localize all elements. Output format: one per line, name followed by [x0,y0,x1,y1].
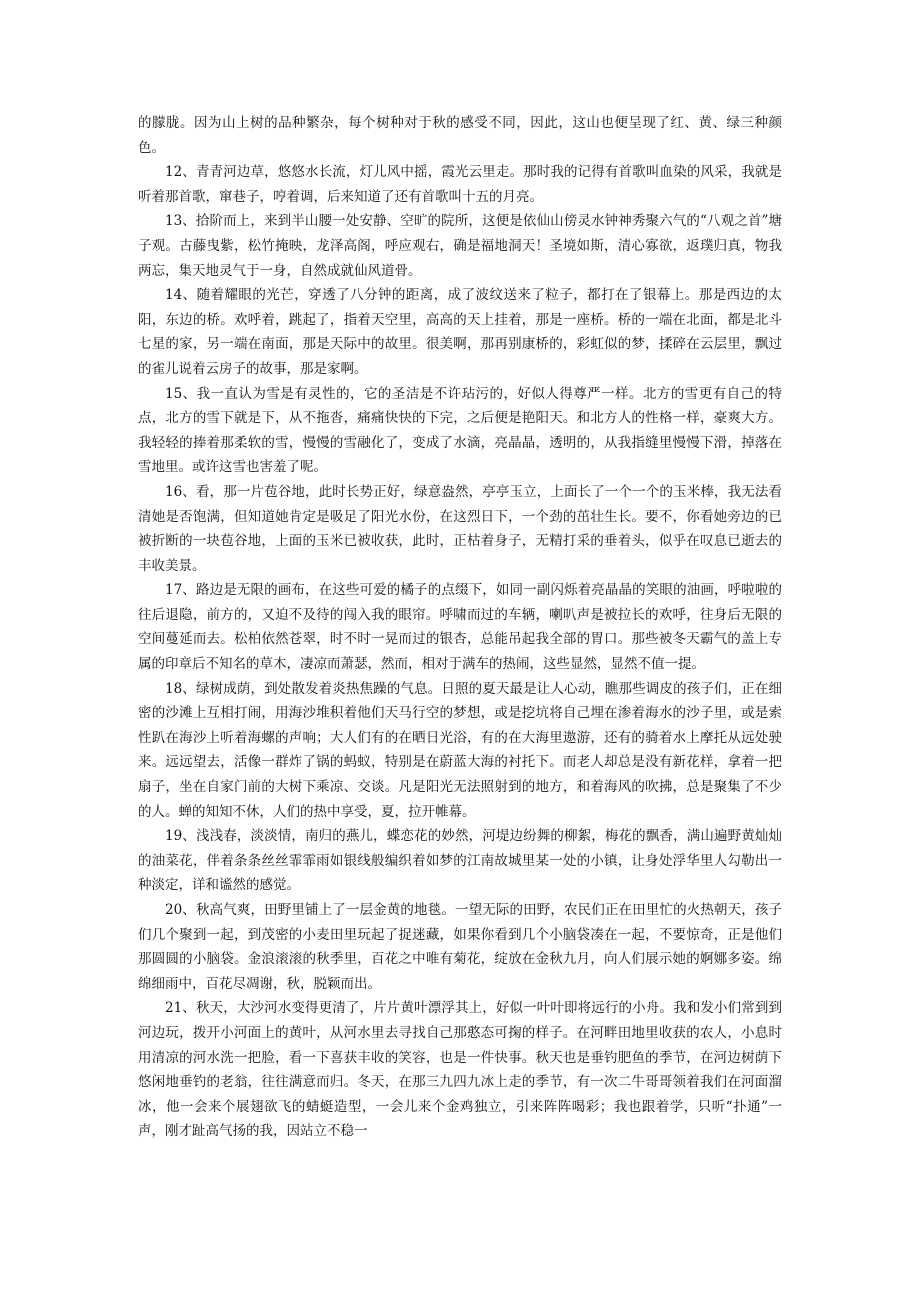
paragraph-13: 13、拾阶而上，来到半山腰一处安静、空旷的院所，这便是依仙山傍灵水钟神秀聚六气的“八观之首”塘子观。古藤曳紫，松竹掩映，龙泽高阁，呼应观右，确是福地洞天！圣境如斯，清心寡欲，返璞归真，物我两忘，集天地灵气于一身，自然成就仙风道骨。 [138,213,782,279]
paragraph-20: 20、秋高气爽，田野里铺上了一层金黄的地毯。一望无际的田野，农民们正在田里忙的火热朝天，孩子们几个聚到一起，到茂密的小麦田里玩起了捉迷藏，如果你看到几个小脑袋凑在一起，不要惊奇，正是他们那圆圆的小脑袋。金浪滚滚的秋季里，百花之中唯有菊花，绽放在金秋九月，向人们展示她的婀娜多姿。绵绵细雨中，百花尽凋谢，秋，脱颖而出。 [138,902,782,992]
paragraph-18: 18、绿树成荫，到处散发着炎热焦躁的气息。日照的夏天最是让人心动，瞧那些调皮的孩子们，正在细密的沙滩上互相打闹，用海沙堆积着他们天马行空的梦想，或是挖坑将自己埋在渗着海水的沙子里，或是索性趴在海沙上听着海螺的声响；大人们有的在晒日光浴，有的在大海里遨游，还有的骑着水上摩托从远处驶来。远远望去，活像一群炸了锅的蚂蚁，特别是在蔚蓝大海的衬托下。而老人却总是没有新花样，拿着一把扇子，坐在自家门前的大树下乘凉、交谈。凡是阳光无法照射到的地方，和着海风的吹拂，总是聚集了不少的人。蝉的知知不休，人们的热中享受，夏，拉开帷幕。 [138,680,782,820]
paragraph-15: 15、我一直认为雪是有灵性的，它的圣洁是不许玷污的，好似人得尊严一样。北方的雪更有自己的特点，北方的雪下就是下，从不拖沓，痛痛快快的下完，之后便是艳阳天。和北方人的性格一样，豪爽大方。我轻轻的捧着那柔软的雪，慢慢的雪融化了，变成了水滴，亮晶晶，透明的，从我指缝里慢慢下滑，掉落在雪地里。或许这雪也害羞了呢。 [138,385,782,476]
paragraph-16: 16、看，那一片苞谷地，此时长势正好，绿意盎然，亭亭玉立，上面长了一个一个的玉米棒，我无法看清她是否饱满，但知道她肯定是吸足了阳光水份，在这烈日下，一个劲的茁壮生长。要不，你看她旁边的已被折断的一块苞谷地，上面的玉米已被收获，此时，正枯着身子，无精打采的垂着头，似乎在叹息已逝去的丰收美景。 [138,483,782,574]
paragraph-14: 14、随着耀眼的光芒，穿透了八分钟的距离，成了波纹送来了粒子，都打在了银幕上。那是西边的太阳，东边的桥。欢呼着，跳起了，指着天空里，高高的天上挂着，那是一座桥。桥的一端在北面，都是北斗七星的家，另一端在南面，那是天际中的故里。很美啊，那再别康桥的，彩虹似的梦，揉碎在云层里，飘过的雀儿说着云房子的故事，那是家啊。 [138,287,782,377]
paragraph-19: 19、浅浅春，淡淡情，南归的燕儿，蝶恋花的妙然，河堤边纷舞的柳絮，梅花的飘香，满山遍野黄灿灿的油菜花，伴着条条丝丝霏霏雨如银线般编织着如梦的江南故城里某一处的小镇，让身处浮华里人勾勒出一种淡定，详和谧然的感觉。 [138,828,782,894]
paragraph-12: 12、青青河边草，悠悠水长流，灯儿风中摇，霞光云里走。那时我的记得有首歌叫血染的风采，我就是听着那首歌，窜巷子，哼着调，后来知道了还有首歌叫十五的月亮。 [138,164,782,205]
paragraph-17: 17、路边是无限的画布，在这些可爱的橘子的点缀下，如同一副闪烁着亮晶晶的笑眼的油画，呼啦啦的往后退隐，前方的，又迫不及待的闯入我的眼帘。呼啸而过的车辆，喇叭声是被拉长的欢呼，往身后无限的空间蔓延而去。松柏依然苍翠，时不时一晃而过的银杏，总能吊起我全部的胃口。那些被冬天霸气的盖上专属的印章后不知名的草木，凄凉而萧瑟，然而，相对于满车的热闹，这些显然，显然不值一提。 [138,582,782,673]
paragraph-21: 21、秋天，大沙河水变得更清了，片片黄叶漂浮其上，好似一叶叶即将远行的小舟。我和发小们常到到河边玩，拨开小河面上的黄叶，从河水里去寻找自己那憨态可掬的样子。在河畔田地里收获的农人，小息时用清凉的河水洗一把脸，看一下喜获丰收的笑容，也是一件快事。秋天也是垂钓肥鱼的季节，在河边树荫下悠闲地垂钓的老翁，往往满意而归。冬天，在那三九四九冰上走的季节，有一次二牛哥哥领着我们在河面溜冰，他一会来个展翅欲飞的蜻蜓造型，一会儿来个金鸡独立，引来阵阵喝彩；我也跟着学，只听“扑通”一声，刚才趾高气扬的我，因站立不稳一 [138,1000,782,1140]
paragraph-continued: 的朦胧。因为山上树的品种繁杂，每个树种对于秋的感受不同，因此，这山也便呈现了红、黄、绿三种颜色。 [138,115,782,156]
document-page [138,111,782,1144]
